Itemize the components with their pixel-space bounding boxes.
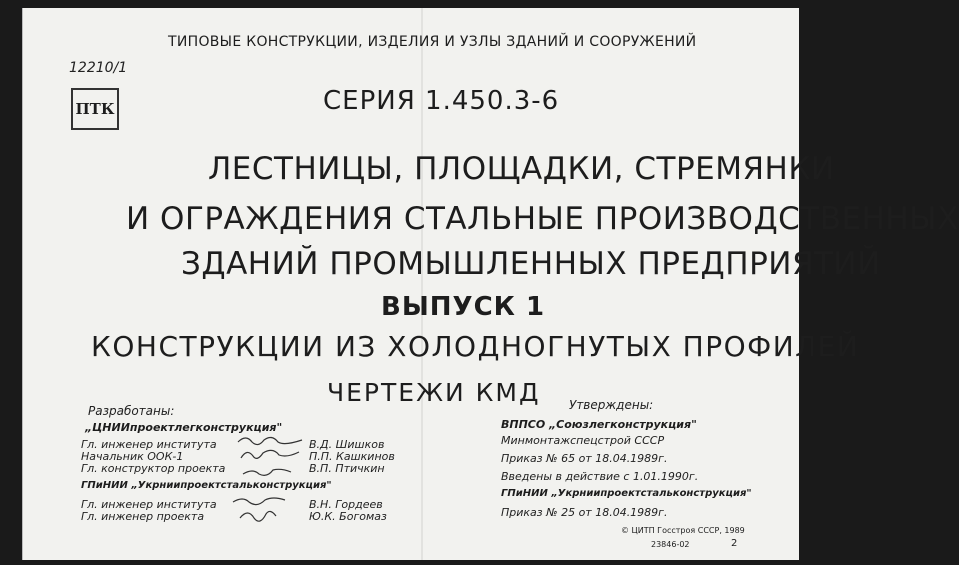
approved-line-4: Введены в действие с 1.01.1990г. [501,470,699,483]
title-line-1: ЛЕСТНИЦЫ, ПЛОЩАДКИ, СТРЕМЯНКИ [208,151,835,187]
role-row-4: Гл. инженер института [81,498,217,511]
role-row-3: Гл. конструктор проекта [81,462,226,475]
approved-line-1: ВППСО „Союзлегконструкция" [501,418,697,431]
approved-heading: Утверждены: [569,398,654,412]
name-row-1: В.Д. Шишков [309,438,385,451]
name-row-2: П.П. Кашкинов [309,450,395,463]
code-mark: 12210/1 [69,60,128,76]
drawing-type: ЧЕРТЕЖИ КМД [327,378,541,407]
series-title: СЕРИЯ 1.450.3-6 [323,86,560,116]
approved-line-5: ГПиНИИ „Укрниипроектстальконструкция" [501,488,752,499]
role-row-1: Гл. инженер института [81,438,217,451]
approved-line-2: Минмонтажспецстрой СССР [501,434,665,447]
name-row-4: В.Н. Гордеев [309,498,383,511]
issue-title: ВЫПУСК 1 [381,292,546,322]
name-row-3: В.П. Птичкин [309,462,385,475]
approved-line-3: Приказ № 65 от 18.04.1989г. [501,452,668,465]
footer-code: 23846-02 [651,540,690,549]
header-title: ТИПОВЫЕ КОНСТРУКЦИИ, ИЗДЕЛИЯ И УЗЛЫ ЗДАНИЙ И СООРУЖЕНИЙ [168,34,697,50]
role-row-2: Начальник ООК-1 [81,450,184,463]
signatures-group-1 [233,430,308,488]
copyright: © ЦИТП Госстроя СССР, 1989 [621,526,745,535]
title-line-2: И ОГРАЖДЕНИЯ СТАЛЬНЫЕ ПРОИЗВОДСТВЕННЫХ [126,201,959,237]
name-row-5: Ю.К. Богомаз [309,510,387,523]
signatures-group-2 [228,492,303,532]
developed-org2: ГПиНИИ „Укрниипроектстальконструкция" [81,480,332,491]
title-line-3: ЗДАНИЙ ПРОМЫШЛЕННЫХ ПРЕДПРИЯТИЙ [181,246,881,282]
approved-line-6: Приказ № 25 от 18.04.1989г. [501,506,668,519]
stamp: ПТК [71,88,119,130]
subtitle: КОНСТРУКЦИИ ИЗ ХОЛОДНОГНУТЫХ ПРОФИЛЕЙ [91,330,860,363]
developed-org1: „ЦНИИпроектлегконструкция" [85,421,283,434]
developed-heading: Разработаны: [88,404,175,418]
role-row-5: Гл. инженер проекта [81,510,205,523]
document-sheet [22,8,959,560]
page-number: 2 [731,538,738,549]
